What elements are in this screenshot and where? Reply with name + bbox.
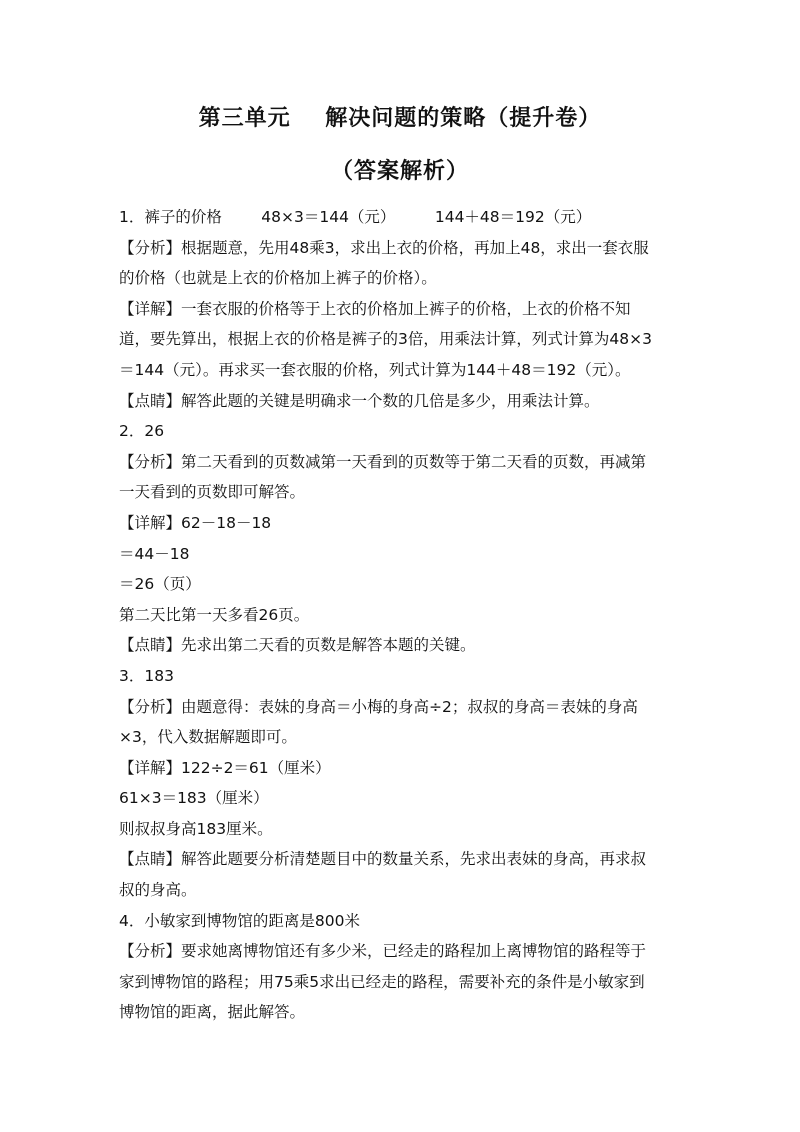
text-line-q1-detail: 【详解】一套衣服的价格等于上衣的价格加上裤子的价格，上衣的价格不知 <box>119 299 631 318</box>
document-title: 第三单元 解决问题的策略（提升卷） <box>198 106 602 131</box>
text-line-q1-tip: 【点睛】解答此题的关键是明确求一个数的几倍是多少，用乘法计算。 <box>119 391 600 410</box>
text-line-q3-answer: 3．183 <box>119 666 174 685</box>
text-line: 家到博物馆的路程；用75乘5求出已经走的路程，需要补充的条件是小敏家到 <box>119 972 645 991</box>
text-line: 道，要先算出，根据上衣的价格是裤子的3倍，用乘法计算，列式计算为48×3 <box>119 330 652 349</box>
text-line-q3-detail: 【详解】122÷2＝61（厘米） <box>119 758 331 777</box>
text-line: ＝144（元）。再求买一套衣服的价格，列式计算为144＋48＝192（元）。 <box>119 360 631 379</box>
answer-body <box>119 202 685 1028</box>
text-line-q2-answer: 2．26 <box>119 422 165 441</box>
text-line: ×3，代入数据解题即可。 <box>119 728 297 747</box>
text-line: 61×3＝183（厘米） <box>119 789 269 808</box>
text-line: 叔的身高。 <box>119 881 197 900</box>
text-line-q2-tip: 【点睛】先求出第二天看的页数是解答本题的关键。 <box>119 636 476 655</box>
text-line: 的价格（也就是上衣的价格加上裤子的价格）。 <box>119 269 437 288</box>
text-line-q3-analysis: 【分析】由题意得：表妹的身高＝小梅的身高÷2；叔叔的身高＝表妹的身高 <box>119 697 638 716</box>
text-line: ＝26（页） <box>119 575 201 594</box>
text-line: ＝44－18 <box>119 544 190 563</box>
text-line-q2-analysis: 【分析】第二天看到的页数减第一天看到的页数等于第二天看的页数，再减第 <box>119 452 647 471</box>
document-subtitle: （答案解析） <box>330 159 469 184</box>
text-line: 博物馆的距离，据此解答。 <box>119 1003 306 1022</box>
text-line-q4-answer: 4．小敏家到博物馆的距离是800米 <box>119 911 360 930</box>
text-line: 一天看到的页数即可解答。 <box>119 483 306 502</box>
text-line: 则叔叔身高183厘米。 <box>119 819 273 838</box>
text-line-q2-detail: 【详解】62－18－18 <box>119 513 272 532</box>
text-line-q1-analysis: 【分析】根据题意，先用48乘3，求出上衣的价格，再加上48，求出一套衣服 <box>119 238 649 257</box>
text-line-q3-tip: 【点睛】解答此题要分析清楚题目中的数量关系，先求出表妹的身高，再求叔 <box>119 850 647 869</box>
text-line-q1-answer: 1．裤子的价格 48×3＝144（元） 144＋48＝192（元） <box>119 208 592 226</box>
text-line: 第二天比第一天多看26页。 <box>119 605 310 624</box>
text-line-q4-analysis: 【分析】要求她离博物馆还有多少米，已经走的路程加上离博物馆的路程等于 <box>119 942 647 961</box>
